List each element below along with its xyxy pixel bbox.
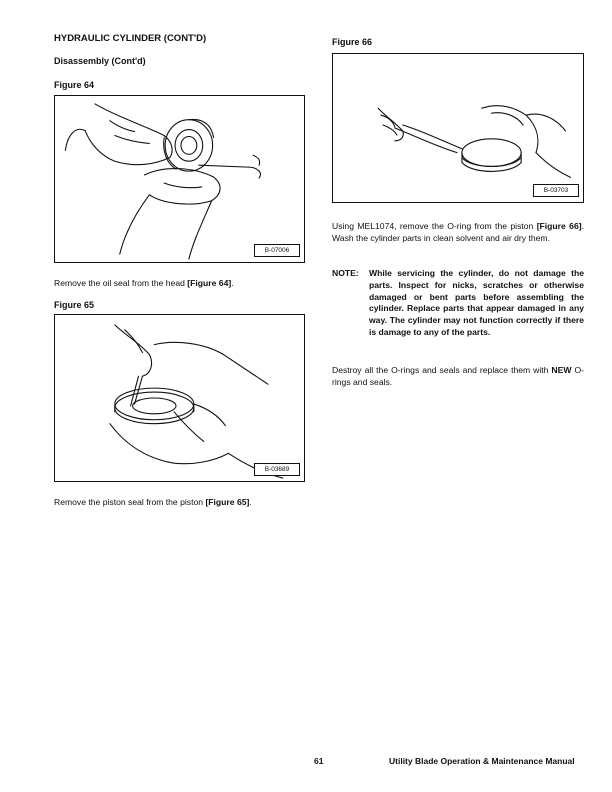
section-title: HYDRAULIC CYLINDER (CONT'D) [54,33,207,44]
o-ring-removal-illustration [333,54,583,202]
figure-66-ref: [Figure 66] [536,221,582,231]
figure-65-ref: [Figure 65] [205,497,250,507]
figure-66-caption: Using MEL1074, remove the O-ring from the piston [Figure 66]. Wash the cylinder parts in clean solvent and air dry them. [332,221,584,243]
figure-64 [54,95,305,263]
figure-66 [332,53,584,203]
figure-64-label: Figure 64 [54,80,95,90]
destroy-paragraph: Destroy all the O-rings and seals and replace them with NEW O-rings and seals. [332,365,585,387]
oil-seal-removal-illustration [55,96,304,262]
figure-65-caption: Remove the piston seal from the piston [Figure 65]. [54,497,252,507]
figure-65-code: B-03689 [254,463,300,476]
figure-64-ref: [Figure 64] [187,278,232,288]
figure-65-label: Figure 65 [54,300,95,310]
figure-66-label: Figure 66 [332,37,373,47]
note-text: While servicing the cylinder, do not damage the parts. Inspect for nicks, scratches or otherwise damaged or bent parts before assembling the cylinder. Replace parts that appear damaged in any way. The cylinder may not function correctly if there is damage to any of the parts. [369,268,584,337]
figure-66-code: B-03703 [533,184,579,197]
figure-64-code: B-07006 [254,244,300,257]
note-label: NOTE: [332,268,359,278]
piston-seal-removal-illustration [55,315,304,481]
figure-65 [54,314,305,482]
page-number: 61 [314,756,324,766]
note-block [332,268,584,339]
figure-64-caption: Remove the oil seal from the head [Figure 64]. [54,278,234,288]
new-emphasis: NEW [551,365,572,375]
manual-title: Utility Blade Operation & Maintenance Manual [389,756,575,766]
subsection-title: Disassembly (Cont'd) [54,56,146,66]
